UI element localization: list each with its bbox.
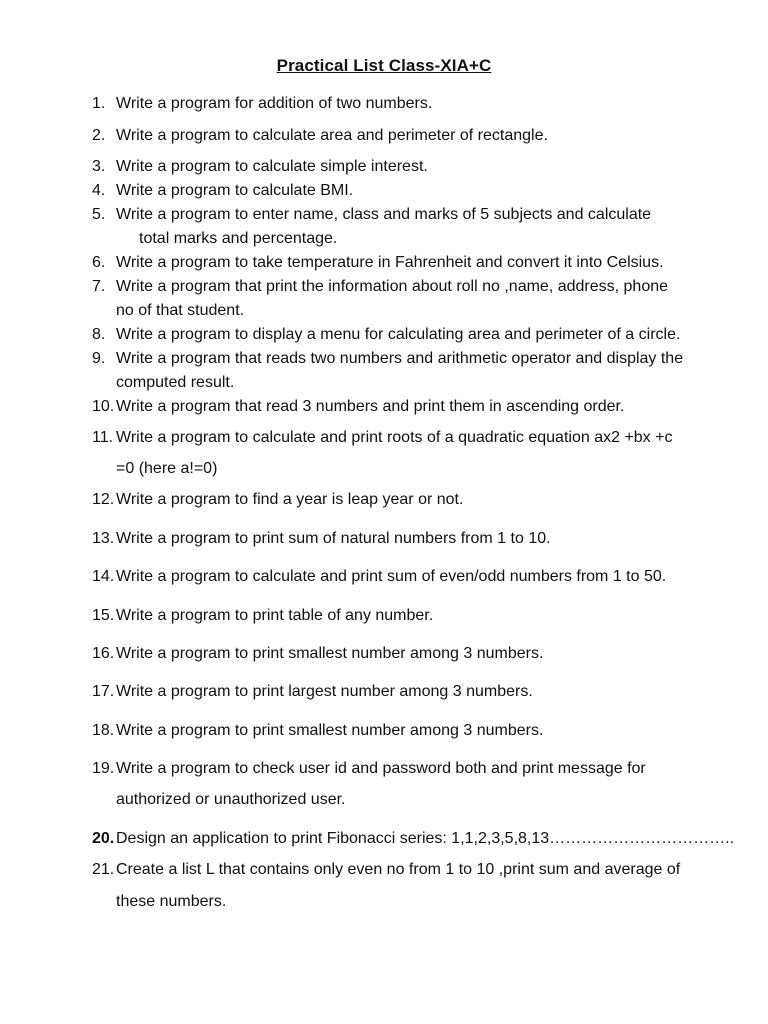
item-text-continued: total marks and percentage. [139, 230, 338, 247]
item-number: 4. [92, 182, 106, 199]
item-text-continued: no of that student. [116, 302, 245, 319]
item-number: 13. [92, 530, 115, 547]
item-text: Write a program to find a year is leap year or not. [116, 491, 464, 508]
item-text-continued: =0 (here a!=0) [116, 460, 218, 477]
item-number: 12. [92, 491, 115, 508]
item-number: 3. [92, 158, 106, 175]
item-text: Write a program for addition of two numbers. [116, 95, 433, 112]
item-number: 14. [92, 568, 115, 585]
item-text-continued: computed result. [116, 374, 235, 391]
item-text: Write a program to calculate and print roots of a quadratic equation ax2 +bx +c [116, 429, 673, 446]
item-number: 5. [92, 206, 106, 223]
item-number: 1. [92, 95, 106, 112]
item-text: Write a program to print smallest number among 3 numbers. [116, 645, 544, 662]
item-text-continued: these numbers. [116, 893, 227, 910]
item-number: 8. [92, 326, 106, 343]
item-text-continued: authorized or unauthorized user. [116, 791, 346, 808]
item-text: Write a program to print largest number among 3 numbers. [116, 683, 533, 700]
item-text: Create a list L that contains only even no from 1 to 10 ,print sum and average of [116, 861, 681, 878]
item-text: Write a program that reads two numbers and arithmetic operator and display the [116, 350, 684, 367]
item-text: Write a program to calculate BMI. [116, 182, 354, 199]
item-text: Write a program to calculate area and perimeter of rectangle. [116, 127, 548, 144]
page-title: Practical List Class-XIA+C [276, 56, 492, 75]
item-text: Write a program to print sum of natural numbers from 1 to 10. [116, 530, 551, 547]
item-text: Write a program to print smallest number among 3 numbers. [116, 722, 544, 739]
item-number: 19. [92, 760, 115, 777]
item-number: 15. [92, 607, 115, 624]
item-number: 2. [92, 127, 106, 144]
item-number: 11. [92, 429, 114, 446]
item-number: 16. [92, 645, 115, 662]
item-number: 6. [92, 254, 106, 271]
item-number: 17. [92, 683, 115, 700]
item-text: Write a program that print the information about roll no ,name, address, phone [116, 278, 669, 295]
item-text: Design an application to print Fibonacci series: 1,1,2,3,5,8,13…………………………….. [116, 830, 735, 847]
item-number: 20. [92, 830, 115, 847]
item-text: Write a program to calculate and print sum of even/odd numbers from 1 to 50. [116, 568, 667, 585]
item-number: 21. [92, 861, 115, 878]
item-text: Write a program to print table of any number. [116, 607, 434, 624]
item-number: 9. [92, 350, 106, 367]
item-text: Write a program to check user id and password both and print message for [116, 760, 646, 777]
item-number: 7. [92, 278, 106, 295]
item-number: 10. [92, 398, 115, 415]
item-text: Write a program to take temperature in Fahrenheit and convert it into Celsius. [116, 254, 664, 271]
item-text: Write a program to display a menu for calculating area and perimeter of a circle. [116, 326, 681, 343]
item-text: Write a program that read 3 numbers and print them in ascending order. [116, 398, 625, 415]
item-number: 18. [92, 722, 115, 739]
item-text: Write a program to enter name, class and marks of 5 subjects and calculate [116, 206, 652, 223]
item-text: Write a program to calculate simple interest. [116, 158, 428, 175]
